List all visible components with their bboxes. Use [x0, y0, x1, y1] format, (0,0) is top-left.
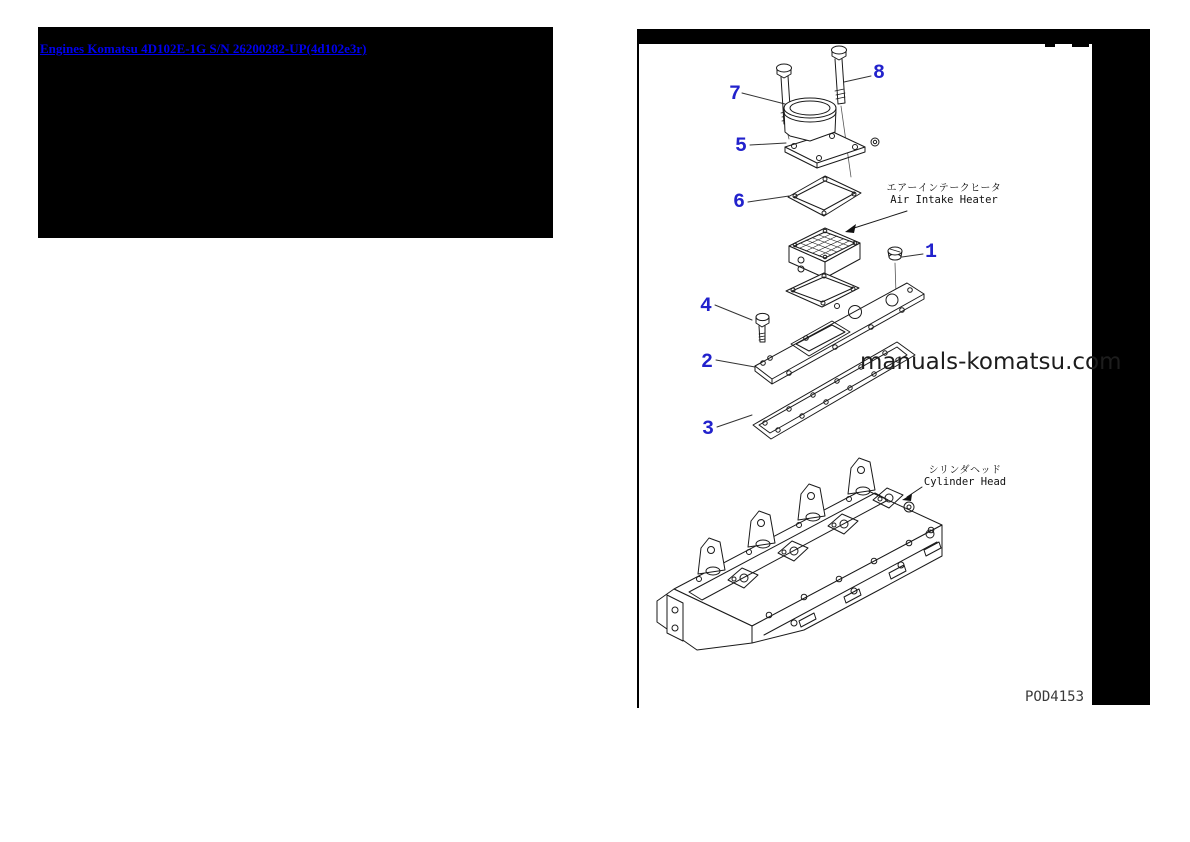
callout-5[interactable]: 5 [734, 135, 747, 158]
callout-7[interactable]: 7 [728, 83, 741, 106]
bolt-4 [756, 313, 769, 342]
air-intake-heater-label [883, 179, 1005, 206]
cylinder-head-arrow [902, 487, 922, 501]
callout-8[interactable]: 8 [872, 62, 885, 85]
heater-gasket [786, 273, 859, 307]
plug-1 [888, 247, 902, 260]
figure-code: POD4153 [1025, 689, 1085, 705]
callout-4[interactable]: 4 [699, 295, 712, 318]
air-intake-heater-label-en: Air Intake Heater [890, 194, 998, 206]
gasket-6 [788, 176, 861, 216]
air-intake-heater-body [789, 228, 860, 278]
model-breadcrumb-link[interactable]: Engines Komatsu 4D102E-1G S/N 26200282-UP(4d102e3r) [40, 41, 367, 56]
cutoff-mark [1045, 44, 1055, 47]
watermark-text: manuals-komatsu.com [860, 349, 1122, 375]
intake-connector-5 [784, 98, 879, 168]
cylinder-head-label-en: Cylinder Head [923, 476, 1007, 488]
cylinder-head-drawing [657, 458, 942, 650]
bolt-8 [832, 46, 847, 104]
callout-2[interactable]: 2 [700, 351, 713, 374]
callout-3[interactable]: 3 [701, 418, 714, 441]
cutoff-mark [1072, 44, 1089, 47]
air-intake-heater-label-jp: エアーインテークヒータ [886, 183, 1002, 194]
top-black-bar [637, 29, 1150, 44]
cylinder-head-label-jp: シリンダヘッド [928, 465, 1002, 476]
callout-6[interactable]: 6 [732, 191, 745, 214]
source-banner [38, 27, 553, 238]
air-intake-heater-arrow [845, 211, 907, 233]
callout-1[interactable]: 1 [924, 241, 937, 264]
exploded-parts-diagram [637, 29, 1150, 708]
cylinder-head-label [917, 461, 1013, 488]
